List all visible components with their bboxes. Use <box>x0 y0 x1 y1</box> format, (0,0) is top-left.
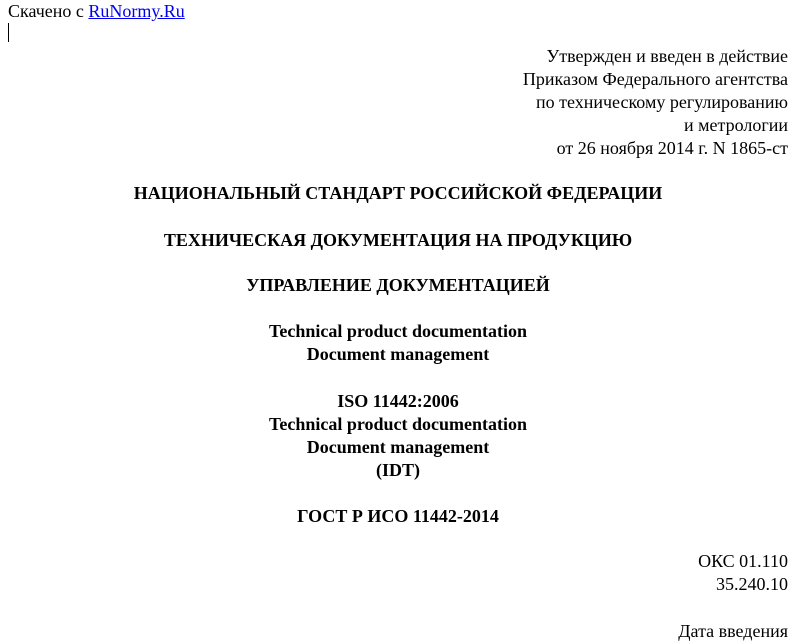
tech-doc-text: ТЕХНИЧЕСКАЯ ДОКУМЕНТАЦИЯ НА ПРОДУКЦИЮ <box>163 230 633 250</box>
english-title-line: Technical product documentation <box>268 321 528 341</box>
national-standard-title <box>0 182 790 205</box>
intro-date-label: Дата введения <box>678 621 788 641</box>
classification-block <box>698 550 788 596</box>
iso-idt: (IDT) <box>376 460 420 480</box>
tech-doc-title <box>0 229 790 252</box>
oks-line: ОКС 01.110 <box>698 551 788 571</box>
gost-text: ГОСТ Р ИСО 11442-2014 <box>297 506 499 526</box>
intro-date-block <box>678 620 788 643</box>
iso-title-line: Technical product documentation <box>268 414 528 434</box>
approval-block <box>523 45 788 160</box>
approval-line: по техническому регулированию <box>535 92 788 112</box>
iso-block <box>0 390 790 482</box>
source-line <box>8 1 185 21</box>
text-cursor <box>8 23 9 42</box>
national-standard-text: НАЦИОНАЛЬНЫЙ СТАНДАРТ РОССИЙСКОЙ ФЕДЕРАЦИИ <box>133 183 663 203</box>
source-prefix: Скачено с <box>8 1 89 21</box>
doc-management-text: УПРАВЛЕНИЕ ДОКУМЕНТАЦИЕЙ <box>246 275 550 295</box>
iso-title-line: Document management <box>306 437 490 457</box>
english-title-block <box>0 320 790 366</box>
approval-line: и метрологии <box>684 115 788 135</box>
approval-line: Утвержден и введен в действие <box>546 46 788 66</box>
approval-line: от 26 ноября 2014 г. N 1865-ст <box>556 138 788 158</box>
doc-management-title <box>0 274 790 297</box>
approval-line: Приказом Федерального агентства <box>522 69 788 89</box>
gost-title <box>0 505 790 528</box>
oks-line: 35.240.10 <box>716 574 788 594</box>
english-title-line: Document management <box>306 344 490 364</box>
iso-number: ISO 11442:2006 <box>337 391 459 411</box>
runormy-link[interactable]: RuNormy.Ru <box>88 1 185 21</box>
